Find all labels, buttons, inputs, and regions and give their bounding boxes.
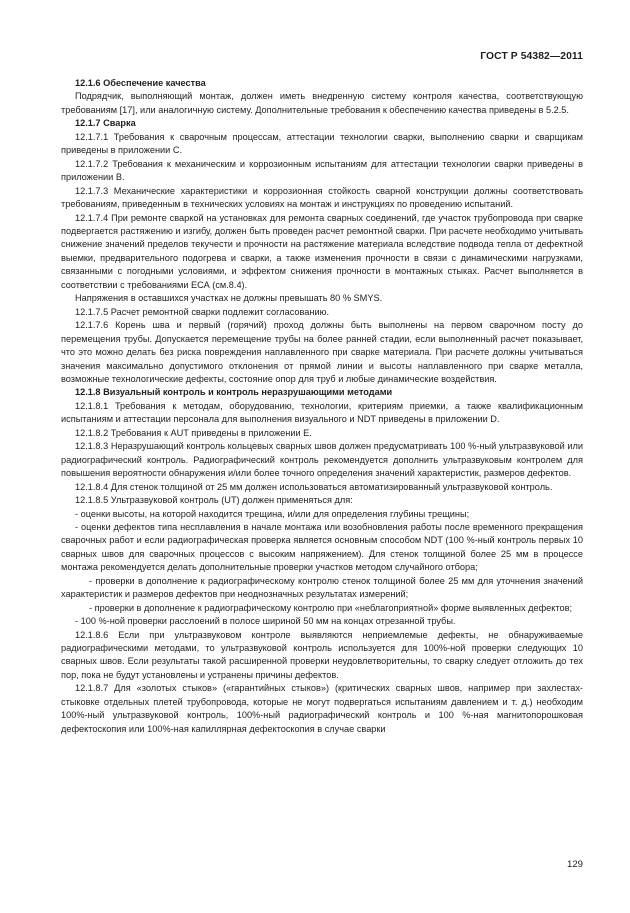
- section-heading: 12.1.6 Обеспечение качества: [75, 78, 206, 88]
- page-body: [61, 77, 583, 736]
- paragraph: Напряжения в оставшихся участках не должны превышать 80 % SMYS.: [75, 293, 383, 304]
- paragraph: 12.1.7.2 Требования к механическим и коррозионным испытаниям для аттестации технологии сварки приведены в приложении В.: [61, 158, 583, 183]
- section-heading: 12.1.7 Сварка: [75, 118, 136, 129]
- paragraph: 12.1.8.7 Для «золотых стыков» («гарантийных стыков») (критических сварных швов, например при захлестах-стыковке отдельных плетей трубопровода, которые не могут подвергаться испытаниям давлением и т. д.) необходим 100%-ный ультразвуковой контроль, 100%-ный радиографический контроль и 100 %-ная магнитопорошковая дефектоскопия или 100%-ная капиллярная дефектоскопия в случае сварки: [61, 683, 583, 734]
- paragraph: - 100 %-ной проверки расслоений в полосе шириной 50 мм на концах отрезанной трубы.: [75, 616, 456, 627]
- document-code: ГОСТ Р 54382—2011: [480, 51, 583, 62]
- paragraph: - проверки в дополнение к радиографическому контролю при «неблагоприятной» форме выявленных дефектов;: [89, 602, 573, 613]
- section-heading: 12.1.8 Визуальный контроль и контроль неразрушающими методами: [75, 387, 393, 398]
- paragraph: 12.1.7.4 При ремонте сваркой на установках для ремонта сварных соединений, где участок трубопровода при сварке подвергается растяжению и изгибу, должен быть проведен расчет ремонтной сварки. При расчете необходимо учитывать снижение значений пределов текучести и прочности на растяжение материала вследствие подвода тепла от дефектной выемки, предварительного подогрева и сварки, а также изменения прочности в связи с динамическими нагрузками, связанными с погодными условиями, и эффектом снижения прочности в монтажных стыках. Расчет выполняется в соответствии с требованиями ЕСА (см.8.4).: [61, 212, 583, 290]
- paragraph: 12.1.8.6 Если при ультразвуковом контроле выявляются неприемлемые дефекты, не обнаруживаемые радиографическими методами, то ультразвуковой контроль используется для 100%-ной проверки следующих 10 сварных швов. Если результаты такой расширенной проверки неудовлетворительны, то сварку следует отложить до тех пор, пока не будут установлены и устранены причины дефектов.: [61, 629, 583, 680]
- paragraph: 12.1.7.5 Расчет ремонтной сварки подлежит согласованию.: [75, 306, 330, 317]
- paragraph: 12.1.8.1 Требования к методам, оборудованию, технологии, критериям приемки, а также квалификационным испытаниям и аттестации персонала для выполнения визуального и NDT приведены в приложении D.: [61, 400, 583, 425]
- paragraph: 12.1.7.6 Корень шва и первый (горячий) проход должны быть выполнены на первом сварочном посту до перемещения трубы. Допускается перемещение трубы на более ранней стадии, если выполненный расчет показывает, что это можно делать без риска повреждения наплавленного при сварке материала. При расчете должны учитываться значения максимально допустимого отклонения от прямой линии и высоты наплавленного при сварке металла, возможные технологические дефекты, состояние опор для труб и любые динамические воздействия.: [61, 320, 583, 384]
- page-number: 129: [566, 859, 583, 870]
- paragraph: 12.1.8.3 Неразрушающий контроль кольцевых сварных швов должен предусматривать 100 %-ный ультразвуковой или радиографический контроль. Радиографический контроль рекомендуется дополнить ультразвуковым контролем для повышения вероятности обнаружения и/или более точного определения значений характеристик, размеров дефектов.: [61, 441, 583, 479]
- paragraph: 12.1.8.2 Требования к AUT приведены в приложении Е.: [75, 427, 312, 438]
- paragraph: Подрядчик, выполняющий монтаж, должен иметь внедренную систему контроля качества, соответствующую требованиям [17], или аналогичную систему. Дополнительные требования к обеспечению качества приведены в 5.2.5.: [61, 91, 583, 115]
- paragraph: 12.1.8.4 Для стенок толщиной от 25 мм должен использоваться автоматизированный ультразвуковой контроль.: [75, 481, 553, 492]
- paragraph: - оценки высоты, на которой находится трещина, и/или для определения глубины трещины;: [75, 508, 470, 519]
- paragraph: 12.1.7.3 Механические характеристики и коррозионная стойкость сварной конструкции должны соответствовать требованиям, приведенным в технических условиях на монтаж и инструкциях по проведению испытаний.: [61, 185, 583, 210]
- paragraph: 12.1.7.1 Требования к сварочным процессам, аттестации технологии сварки, выполнению сварки и сварщикам приведены в приложении С.: [61, 131, 583, 156]
- paragraph: 12.1.8.5 Ультразвуковой контроль (UT) должен применяться для:: [75, 495, 353, 506]
- paragraph: - оценки дефектов типа несплавления в начале монтажа или возобновления работы после временного прекращения сварочных работ и если радиографическая проверка является основным способом NDT (100 %-ный контроль первых 10 сварных швов для сварочных процессов с высоким напряжением). Для стенок толщиной более 25 мм в процессе монтажа рекомендуется делать дополнительные проверки участков методом случайного отбора;: [61, 521, 583, 573]
- paragraph: - проверки в дополнение к радиографическому контролю стенок толщиной более 25 мм для уточнения значений характеристик и размеров дефектов при неоднозначных результатах измерений;: [61, 575, 583, 600]
